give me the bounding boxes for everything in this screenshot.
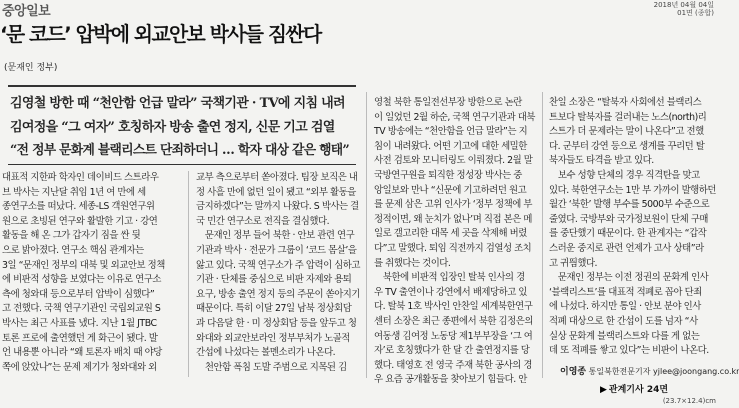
body-text-line: 침이 내려왔다. 어떤 기고에 대한 세밀한 [374,140,527,152]
body-text-line: 데 또 적폐를 쌓고 있다”는 비판이 나온다. [549,345,709,357]
byline-name: 이영종 [560,367,587,377]
body-column-2 [196,171,361,375]
subhead-bottom-rule [8,164,356,165]
body-text-line: 브 박사는 지난달 취임 1년 여 만에 세 [2,186,146,198]
article-kicker: (문재인 정부) [4,63,58,73]
subhead-top-rule [8,85,356,87]
body-text-line: 정 사흘 만에 없던 일이 됐고 “외부 활동을 [196,186,356,198]
body-text-line: 활동을 해 온 그가 갑자기 짐을 싼 뒷 [2,230,141,242]
body-text-line: 국방연구원을 퇴직한 정성장 박사는 중 [374,169,522,181]
body-text-line: 우 TV 출연이나 강연에서 배제당하고 있 [374,286,527,298]
newspaper-logo: 중앙일보 [2,4,51,19]
body-text-line: 종연구소를 떠났다. 세종-LS 객원연구위 [2,201,155,213]
column-divider [188,171,189,377]
body-text-line: 와대와 외교안보라인 정부부처가 노골적 [196,332,350,344]
body-text-line: 때문이다. 특히 이달 27일 남북 정상회담 [196,303,352,315]
body-text-line: 스트가 더 문제라는 말이 나온다”고 전했 [549,126,704,138]
body-text-line: 고 귀띔했다. [549,257,598,269]
body-text-line: 앓고 있다. 국책 연구소가 주 압력이 심하고 [196,259,361,271]
body-text-line: 원으로 초빙된 연구와 활발한 기고 · 강연 [2,215,158,227]
related-article-label: 관계기사 24면 [608,385,669,395]
body-text-line: 이 일었던 2월 하순, 국책 연구기관과 대북 [374,111,535,123]
page-section: 01면 (종합) [677,9,714,17]
body-text-line: 으로 밝아졌다. 연구소 핵심 관계자는 [2,244,144,256]
body-column-3 [374,96,538,388]
body-text-line: 일로 갤고리한 대목 세 곳을 삭제해 버렸 [374,228,527,240]
body-text-line: 찬일 소장은 “탈북자 사회에선 블랙리스 [549,97,702,108]
triangle-bullet-icon: ▶ [600,385,607,395]
byline [560,364,739,377]
byline-title: 통일북한전문기자 [588,367,651,376]
subheadline: 김여정을 “그 여자” 호칭하자 방송 출연 정지, 신문 기고 검열 [10,119,335,135]
body-text-line: 여동생 김여정 노동당 제1부부장을 ‘그 여 [374,330,533,342]
body-text-line: 쪽에 앉았나”는 문제 제기가 청와대와 외 [2,361,157,373]
body-text-line: 기관과 박사 · 전문가 그룹이 ‘코드 몸살’을 [196,244,357,256]
body-text-line: 문재인 정부는 이전 정권의 문화계 인사 [549,272,709,284]
body-text-line: 박사는 최근 사표를 냈다. 지난 1월 JTBC [2,317,157,329]
body-text-line: ‘블랙리스트’를 대표적 적폐로 꼽아 단죄 [549,286,702,298]
subheadline: 김영철 방한 때 “천안함 언급 말라” 국책기관 · TV에 지침 내려 [10,96,345,111]
body-text-line: 북자들도 타격을 받고 있다. [549,155,654,167]
clipping-dimensions: (23.7×12.4)cm [662,397,716,405]
subheadline: “전 정부 문화계 블랙리스트 단죄하더니 … 학자 대상 같은 행태” [10,143,350,158]
body-text-line: 대표적 지한파 학자인 데이비드 스트라우 [2,172,159,183]
body-text-line: 교부 측으로부터 쏟아졌다. 팀장 보직은 내 [196,172,358,183]
body-text-line: 3일 “문재인 정부의 대북 및 외교안보 정책 [2,259,165,271]
body-text-line: 센터 소장은 최근 종편에서 북한 김정은의 [374,315,533,327]
body-text-line: 간섭에 나섰다는 볼멘소리가 나온다. [196,347,336,359]
body-text-line: 과 다음달 한 · 미 정상회담 등을 앞두고 청 [196,317,357,329]
body-text-line: 토론 프로에 출연했던 게 화근이 됐다. 발 [2,332,158,344]
body-text-line: 우 요즘 공개활동을 찾아보기 힘들다. 안 [374,374,527,386]
body-text-line: 사전 검토와 모니터링도 이뤄졌다. 2월 말 [374,155,533,167]
body-text-line: 에 비판적 성향을 보였다는 이유로 연구소 [2,274,161,286]
body-text-line: 금지하겠다”는 말까지 나왔다. S 박사는 결 [196,201,359,213]
body-text-line: 다. 군부터 강연 등으로 생계를 꾸리던 탈 [549,140,705,152]
body-text-line: 북한에 비판적 입장인 탈북 인사의 경 [374,272,525,284]
body-text-line: 기관 · 단체를 중심으로 비판 자제와 용퇴 [196,274,352,286]
body-text-line: 적폐 대상으로 한 간섭이 도를 넘자 “사 [549,315,698,327]
subheadlines [10,92,350,163]
body-column-4 [549,96,719,359]
body-text-line: 실상 문화계 블랙리스트와 다를 게 없는 [549,330,700,342]
column-divider [542,92,543,378]
body-text-line: 자’로 호칭했다가 한 달 간 출연정지를 당 [374,345,530,357]
body-text-line: 있다. 북한연구소는 1만 부 가까이 발행하던 [549,184,717,196]
body-text-line: 를 중단했기 때문이다. 한 관계자는 “갑작 [549,228,707,240]
body-column-1 [2,171,184,375]
body-text-line: 월간 ‘북한’ 발행 부수를 5000부 수준으로 [549,199,710,211]
body-text-line: 측에 청와대 등으로부터 압박이 심했다” [2,288,155,300]
body-text-line: 천안함 폭침 도발 주범으로 지목된 김 [196,361,347,373]
issue-meta [654,1,714,17]
body-text-line: 트보다 탈북자를 걸러내는 노스(north)리 [549,111,707,123]
body-text-line: 를 문제 삼은 고위 인사가 ‘정부 정책에 부 [374,199,532,211]
article-headline: ‘문 코드’ 압박에 외교안보 박사들 짐싼다 [0,23,321,46]
body-text-line: 다”고 말했다. 퇴임 직전까지 검열성 조치 [374,242,532,254]
body-text-line: 국 민간 연구소로 전직을 결심했다. [196,215,330,227]
body-text-line: 언 내용뿐 아니라 “왜 토론자 배치 때 야당 [2,347,162,359]
body-text-line: 에 나섰다. 하지만 통일 · 안보 분야 인사 [549,301,701,313]
column-divider [366,92,367,378]
body-text-line: 영철 북한 통일전선부장 방한으로 논란 [374,97,522,108]
body-text-line: 했다. 태영호 전 영국 주재 북한 공사의 경 [374,359,532,371]
body-text-line: 다. 탈북 1호 박사인 안찬일 세계북한연구 [374,301,533,313]
byline-email: yjlee@joongang.co.kr [653,367,739,376]
body-text-line: 문재인 정부 들어 북한 · 안보 관련 연구 [196,230,355,242]
body-text-line: 앙일보와 만나 “신문에 기고하려던 원고 [374,184,527,196]
body-text-line: 를 취했다는 것이다. [374,257,451,269]
body-text-line: 줄였다. 국방부와 국가정보원이 단체 구매 [549,213,708,225]
related-article-link[interactable] [600,382,668,395]
body-text-line: 정적이면, 왜 눈치가 없나’며 직접 본은 메 [374,213,532,225]
body-text-line: 스러운 중지로 관련 언제가 고사 상태”라 [549,242,704,254]
body-text-line: 보수 성향 단체의 경우 직격탄을 맞고 [549,169,700,181]
body-text-line: 요구, 방송 출연 정지 등의 주문이 쏟아지기 [196,288,361,300]
issue-date: 2018년 04월 04일 [653,1,714,9]
body-text-line: TV 방송에는 “천안함을 언급 말라”는 지 [374,126,528,138]
masthead [0,0,720,19]
body-text-line: 고 전했다. 국책 연구기관인 국립외교원 S [2,303,161,315]
